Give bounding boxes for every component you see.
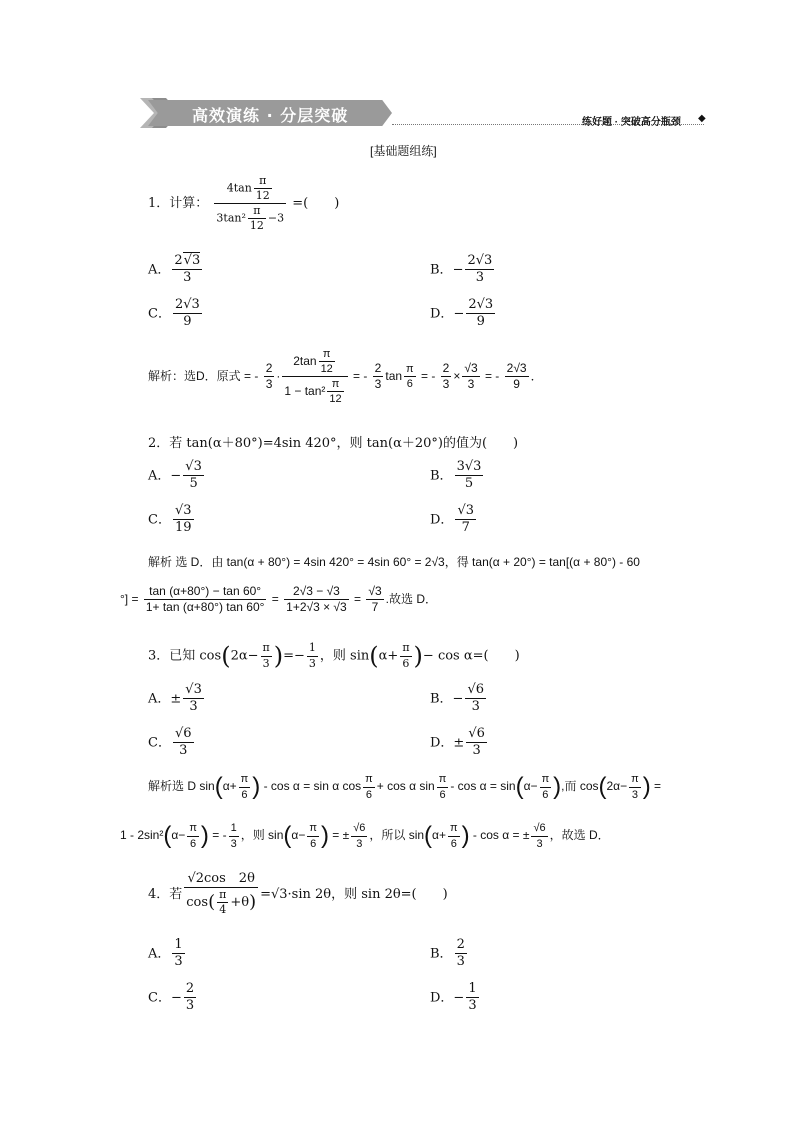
q1-blank: =( )	[292, 196, 340, 212]
q1-option-a: A． $\frac{2√3}{3}$	[148, 253, 201, 286]
q1-option-c: C． $\frac{2√3}{9}$	[148, 297, 200, 330]
question-3: 3．已知 cos(2α− $\frac{\pi}{3}$ )=− $\frac{1}{3}$ ，则 sin(α+ $\frac{\pi}{6}$ )− cos α=( )	[148, 641, 520, 670]
q1-den: 3tan²	[216, 211, 246, 225]
q3-solution-line2: 1 - 2sin²(α− $\frac{\pi}{6}$ ) = - $\frac{1}{3}$ ，则 sin(α− $\frac{\pi}{6}$ ) = ± $\frac{√6}{3}$ ，所以 sin(α+ $\frac{\pi}{6}$ ) - cos α = ± $\frac{√6}{3}$ ，故选 D．	[120, 822, 610, 850]
q1-option-b: B．− $\frac{2√3}{3}$	[430, 253, 493, 286]
question-2: 2．若 tan(α＋80°)=4sin 420°，则 tan(α＋20°)的值为( )	[148, 436, 519, 451]
header-right-label: 练好题 · 突破高分瓶颈	[582, 117, 681, 128]
q3-option-c: C． $\frac{√6}{3}$	[148, 726, 192, 759]
question-1	[148, 175, 339, 232]
q3-option-d: D．± $\frac{√6}{3}$	[430, 726, 485, 759]
q1-prefix: 1．计算：	[148, 196, 209, 212]
q1-solution: 解析：选D．原式 = - $\frac{2}{3}$ · 2tan $\frac{\pi}{12}$ 1 − tan² $\frac{\pi}{12}$ = - $\frac{2}{3}$ tan $\frac{\pi}{6}$ = - $\frac{2}{3}$ × $\frac{√3}{3}$ = - $\frac{2√3}{9}$ ．	[148, 348, 543, 406]
q2-option-b: B． $\frac{3√3}{5}$	[430, 459, 482, 492]
q2-option-d: D． $\frac{√3}{7}$	[430, 503, 474, 536]
q4-option-d: D．− $\frac{1}{3}$	[430, 981, 477, 1014]
q4-option-c: C．− $\frac{2}{3}$	[148, 981, 195, 1014]
q2-solution-line2: °] = $\frac{\tan (\alpha+80^\circ) - \tan 60^\circ}{1+ \tan (\alpha+80^\circ) \tan 60^\circ}$ = $\frac{2√3 - √3}{1+2√3 \times √3}$ = $\frac{√3}{7}$ .故选 D．	[120, 584, 438, 615]
diamond-icon: ◆	[698, 113, 706, 124]
q1-num: 4tan	[226, 181, 252, 195]
banner-title: 高效演练 · 分层突破	[192, 106, 349, 125]
q4-option-b: B． $\frac{2}{3}$	[430, 937, 465, 970]
q2-option-c: C． $\frac{√3}{19}$	[148, 503, 192, 536]
q1-option-d: D．− $\frac{2√3}{9}$	[430, 297, 494, 330]
q3-option-a: A．± $\frac{√3}{3}$	[148, 682, 202, 715]
question-4: 4．若 √2cos 2θ cos( $\frac{\pi}{4}$ +θ) =√3·sin 2θ，则 sin 2θ=( )	[148, 871, 448, 917]
section-title: [基础题组练]	[370, 144, 437, 158]
q2-option-a: A．− $\frac{√3}{5}$	[148, 459, 202, 492]
q3-solution-line1: 解析选 D sin(α+ $\frac{\pi}{6}$ ) - cos α = sin α cos $\frac{\pi}{6}$ + cos α sin $\frac{\pi}{6}$ - cos α = sin(α− $\frac{\pi}{6}$ ),而 cos(2α− $\frac{\pi}{3}$ ) =	[148, 773, 662, 801]
q3-option-b: B．− $\frac{√6}{3}$	[430, 682, 485, 715]
q4-option-a: A． $\frac{1}{3}$	[148, 937, 183, 970]
q2-solution-line1: 解析 选 D．由 tan(α + 80°) = 4sin 420° = 4sin 60° = 2√3，得 tan(α + 20°) = tan[(α + 80°) - 60	[148, 555, 640, 569]
q1-fraction: 4tan $\frac{\pi}{12}$ 3tan² $\frac{\pi}{12}$ −3	[216, 174, 285, 233]
